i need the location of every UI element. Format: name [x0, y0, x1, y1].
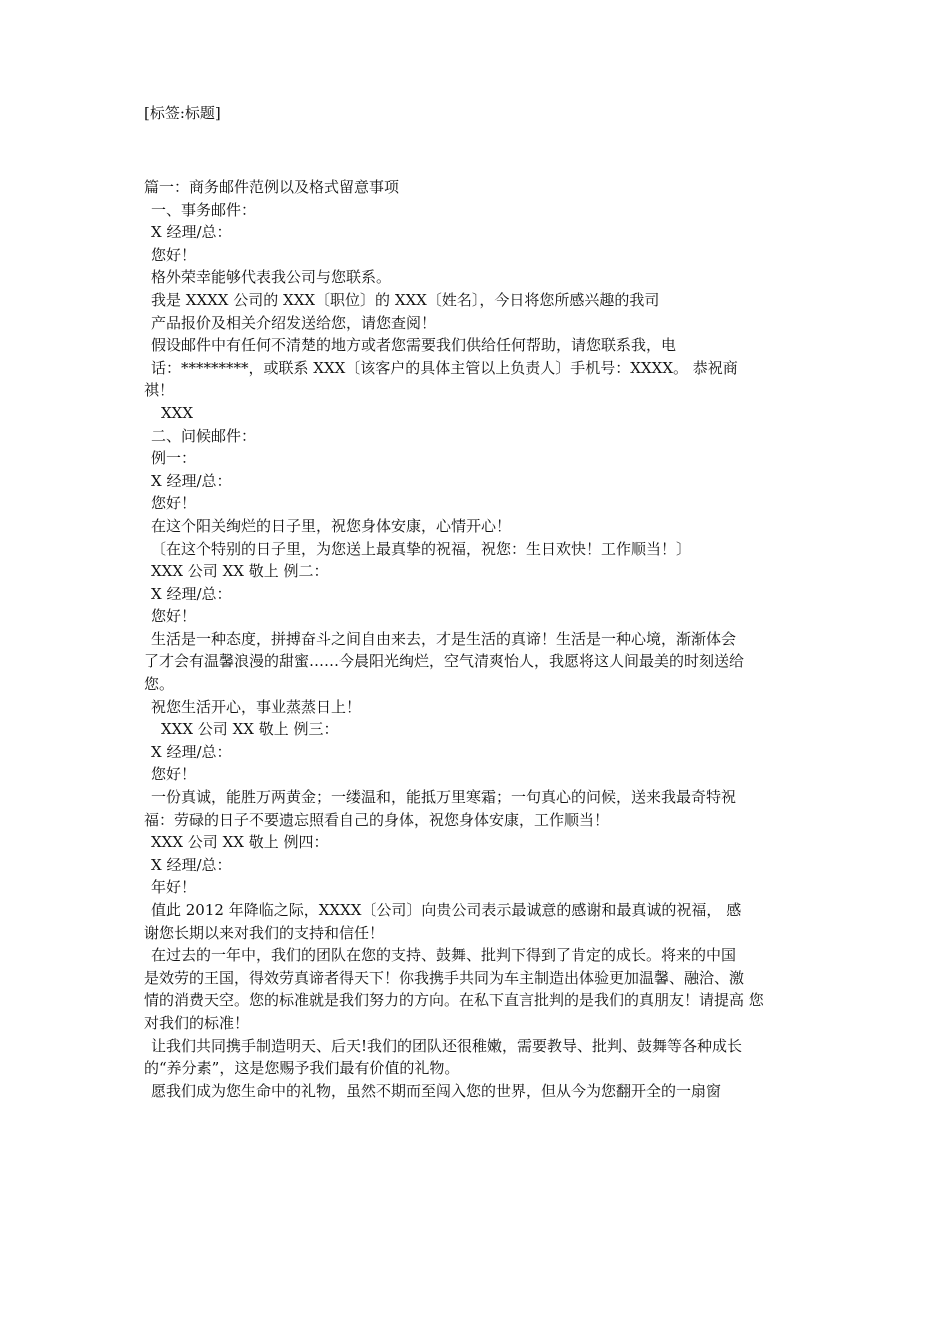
text-line: X 经理/总：	[151, 855, 232, 874]
text-line: 产品报价及相关介绍发送给您，请您查阅！	[151, 313, 437, 332]
text-line: 您好！	[151, 765, 197, 784]
text-line: 假设邮件中有任何不清楚的地方或者您需要我们供给任何帮助，请您联系我，电	[151, 336, 677, 355]
text-line: 生活是一种态度，拼搏奋斗之间自由来去，才是生活的真谛！生活是一种心境，渐渐体会	[151, 629, 737, 648]
text-line: 是效劳的王国，得效劳真谛者得天下！你我携手共同为车主制造出体验更加温馨、融洽、激	[144, 968, 745, 987]
text-line: 例一：	[151, 449, 197, 468]
text-line: 二、问候邮件：	[151, 426, 257, 445]
text-line: 了才会有温馨浪漫的甜蜜……今晨阳光绚烂，空气清爽怡人，我愿将这人间最美的时刻送给	[144, 652, 745, 671]
text-line: 值此 2012 年降临之际，XXXX〔公司〕向贵公司表示最诚意的感谢和最真诚的祝福， 感	[151, 901, 742, 919]
text-line: 我是 XXXX 公司的 XXX〔职位〕的 XXX〔姓名〕，今日将您所感兴趣的我司	[151, 290, 660, 309]
text-line: X 经理/总：	[151, 223, 232, 242]
text-line: 您。	[144, 675, 175, 694]
text-line: 情的消费天空。您的标准就是我们努力的方向。在私下直言批判的是我们的真朋友！请提高 您	[144, 991, 764, 1010]
text-line: 话：*********，或联系 XXX〔该客户的具体主管以上负责人〕手机号：XXXX。 恭祝商	[151, 358, 738, 377]
text-line: XXX 公司 XX 敬上 例四：	[151, 833, 329, 852]
text-line: 〔在这个特别的日子里，为您送上最真挚的祝福，祝您：生日欢快！工作顺当！〕	[151, 539, 692, 558]
text-line: X 经理/总：	[151, 584, 232, 603]
document-body	[144, 176, 812, 1102]
text-line: 您好！	[151, 494, 197, 513]
text-line: XXX 公司 XX 敬上 例二：	[151, 562, 329, 581]
text-line: 让我们共同携手制造明天、后天!我们的团队还很稚嫩，需要教导、批判、鼓舞等各种成长	[151, 1036, 743, 1055]
text-line: 对我们的标准！	[144, 1013, 250, 1032]
text-line: 谢您长期以来对我们的支持和信任！	[144, 923, 385, 942]
text-line: 一、事务邮件：	[151, 200, 257, 219]
tag-line: [标签:标题]	[144, 104, 221, 122]
text-line: X 经理/总：	[151, 742, 232, 761]
text-line: 祝您生活开心，事业蒸蒸日上！	[151, 697, 362, 716]
text-line: 篇一：商务邮件范例以及格式留意事项	[144, 178, 400, 196]
text-line: 的“养分素”，这是您赐予我们最有价值的礼物。	[144, 1059, 460, 1078]
text-line: 年好！	[151, 878, 197, 897]
text-line: 愿我们成为您生命中的礼物，虽然不期而至闯入您的世界，但从今为您翻开全的一扇窗	[151, 1081, 722, 1100]
text-line: 在这个阳关绚烂的日子里，祝您身体安康，心情开心！	[151, 516, 512, 535]
text-line: XXX 公司 XX 敬上 例三：	[161, 720, 339, 739]
text-line: 您好！	[151, 245, 197, 264]
text-line: X 经理/总：	[151, 471, 232, 490]
text-line: 您好！	[151, 607, 197, 626]
text-line: 福：劳碌的日子不要遗忘照看自己的身体，祝您身体安康，工作顺当！	[144, 810, 610, 829]
text-line: 在过去的一年中，我们的团队在您的支持、鼓舞、批判下得到了肯定的成长。将来的中国	[151, 946, 737, 965]
text-line: XXX	[161, 403, 194, 422]
text-line: 格外荣幸能够代表我公司与您联系。	[151, 268, 392, 287]
text-line: 祺！	[144, 381, 175, 400]
text-line: 一份真诚，能胜万两黄金；一缕温和，能抵万里寒霜；一句真心的问候，送来我最奇特祝	[151, 788, 737, 807]
